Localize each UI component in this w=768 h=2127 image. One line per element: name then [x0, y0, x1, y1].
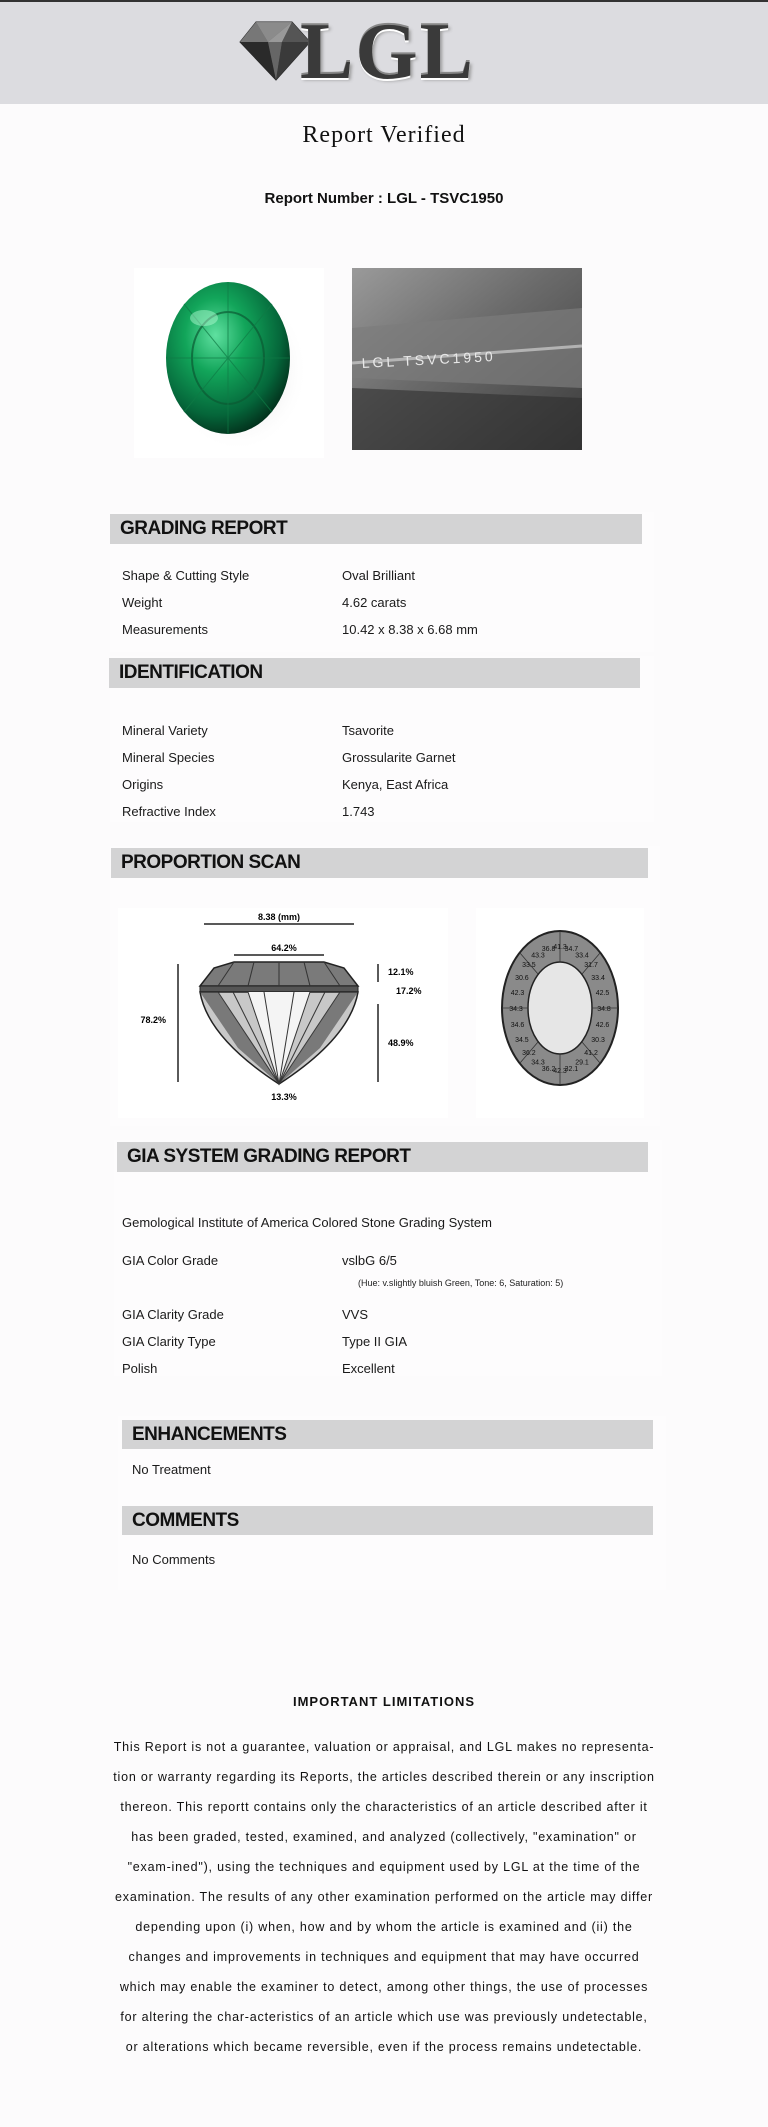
- shape-label: Shape & Cutting Style: [122, 568, 250, 583]
- enhancements-text: No Treatment: [132, 1462, 211, 1477]
- inscription-photo: [352, 268, 582, 450]
- refractive-index-value: 1.743: [342, 804, 375, 819]
- facet-angle-label: 34.5: [515, 1037, 529, 1044]
- facet-angle-label: 34.3: [531, 1059, 545, 1067]
- weight-label: Weight: [122, 595, 163, 610]
- origins-label: Origins: [122, 777, 164, 792]
- mineral-species-value: Grossularite Garnet: [342, 750, 456, 765]
- gem-photo: [134, 268, 324, 458]
- comments-text: No Comments: [132, 1552, 216, 1567]
- limitations-title: IMPORTANT LIMITATIONS: [292, 1694, 476, 1709]
- shape-value: Oval Brilliant: [342, 568, 415, 583]
- refractive-index-label: Refractive Index: [122, 804, 216, 819]
- facet-angle-label: 42.3: [510, 990, 525, 997]
- table-percent-label: 64.2%: [271, 943, 297, 953]
- facet-angle-label: 41.3: [553, 944, 567, 951]
- origins-value: Kenya, East Africa: [342, 777, 449, 792]
- logo-text: LGL: [300, 8, 475, 96]
- gia-color-label: GIA Color Grade: [122, 1253, 219, 1268]
- measurements-value: 10.42 x 8.38 x 6.68 mm: [342, 622, 478, 637]
- facet-angle-label: 33.4: [575, 952, 589, 960]
- facet-angle-label: 34.8: [597, 1006, 611, 1013]
- proportion-scan-header: PROPORTION SCAN: [111, 848, 648, 878]
- facet-angle-label: 41.2: [584, 1049, 598, 1057]
- facet-angle-label: 36.8: [541, 946, 556, 954]
- facet-angle-label: 42.6: [595, 1022, 610, 1029]
- facet-angle-label: 29.1: [575, 1059, 589, 1067]
- gia-subtitle: Gemological Institute of America Colored Stone Grading System: [122, 1215, 492, 1230]
- report-number: Report Number : LGL - TSVC1950: [264, 190, 504, 207]
- comments-header: COMMENTS: [122, 1506, 653, 1535]
- weight-value: 4.62 carats: [342, 595, 407, 610]
- mineral-species-label: Mineral Species: [122, 750, 215, 765]
- profile-diagram: [118, 908, 448, 1118]
- culet-label: 13.3%: [271, 1092, 297, 1102]
- facet-angle-label: 34.7: [564, 946, 579, 954]
- page-title: Report Verified: [302, 122, 466, 148]
- polish-value: Excellent: [342, 1361, 395, 1376]
- facet-angle-label: 36.2: [522, 1049, 536, 1057]
- facet-angle-label: 31.7: [584, 962, 598, 970]
- clarity-type-value: Type II GIA: [342, 1334, 408, 1349]
- mineral-variety-label: Mineral Variety: [122, 723, 208, 738]
- identification-header: IDENTIFICATION: [109, 658, 640, 688]
- girdle-label: 17.2%: [396, 986, 422, 996]
- measurements-label: Measurements: [122, 622, 208, 637]
- facet-angle-label: 36.2: [541, 1065, 556, 1073]
- clarity-grade-value: VVS: [342, 1307, 369, 1322]
- facet-angle-label: 34.6: [510, 1022, 525, 1029]
- gia-grading-header: GIA SYSTEM GRADING REPORT: [117, 1142, 648, 1172]
- clarity-type-label: GIA Clarity Type: [122, 1334, 216, 1349]
- facet-angle-label: 34.3: [509, 1006, 523, 1013]
- limitations-text: This Report is not a guarantee, valuation or appraisal, and LGL makes no representa-tion or warranty regarding its Reports, the articles described therein or any inscription thereon. This reportt contains only the characteristics of an article described after it has been graded, tested, examined, and analyzed (collectively, "examination" or "exam-ined"), using the techniques and equipment used by LGL at the time of the examination. The results of any other examination performed on the article may differ depending upon (i) when, how and by whom the article is examined and (ii) the changes and improvements in techniques and equipment that may have occurred which may enable the examiner to detect, among other things, the use of processes for altering the char-acteristics of an article which use was previously undetectable, or alterations which became reversible, even if the process remains undetectable.: [113, 1740, 655, 2054]
- polish-label: Polish: [122, 1361, 158, 1376]
- width-label: 8.38 (mm): [257, 912, 301, 922]
- facet-angle-label: 33.4: [591, 975, 605, 982]
- facet-angle-label: 32.1: [564, 1065, 579, 1073]
- enhancements-header: ENHANCEMENTS: [122, 1420, 653, 1449]
- grading-report-header: GRADING REPORT: [110, 514, 642, 544]
- mineral-variety-value: Tsavorite: [342, 723, 395, 738]
- gia-color-value: vslbG 6/5: [342, 1253, 397, 1268]
- facet-angle-label: 30.6: [515, 975, 529, 982]
- clarity-grade-label: GIA Clarity Grade: [122, 1307, 224, 1322]
- crown-height-label: 12.1%: [388, 967, 414, 977]
- facet-angle-label: 43.3: [531, 952, 545, 960]
- pavilion-depth-label: 48.9%: [388, 1038, 414, 1048]
- facet-angle-label: 30.3: [591, 1037, 605, 1044]
- gia-color-note: (Hue: v.slightly bluish Green, Tone: 6, Saturation: 5): [358, 1278, 564, 1288]
- facet-angle-label: 33.5: [522, 962, 536, 970]
- facet-angle-label: 42.5: [595, 990, 610, 997]
- total-depth-label: 78.2%: [140, 1015, 166, 1025]
- inscription-text: LGL TSVC1950: [361, 348, 497, 371]
- top-view-diagram: [476, 908, 644, 1118]
- facet-angle-label: 42.3: [553, 1068, 567, 1075]
